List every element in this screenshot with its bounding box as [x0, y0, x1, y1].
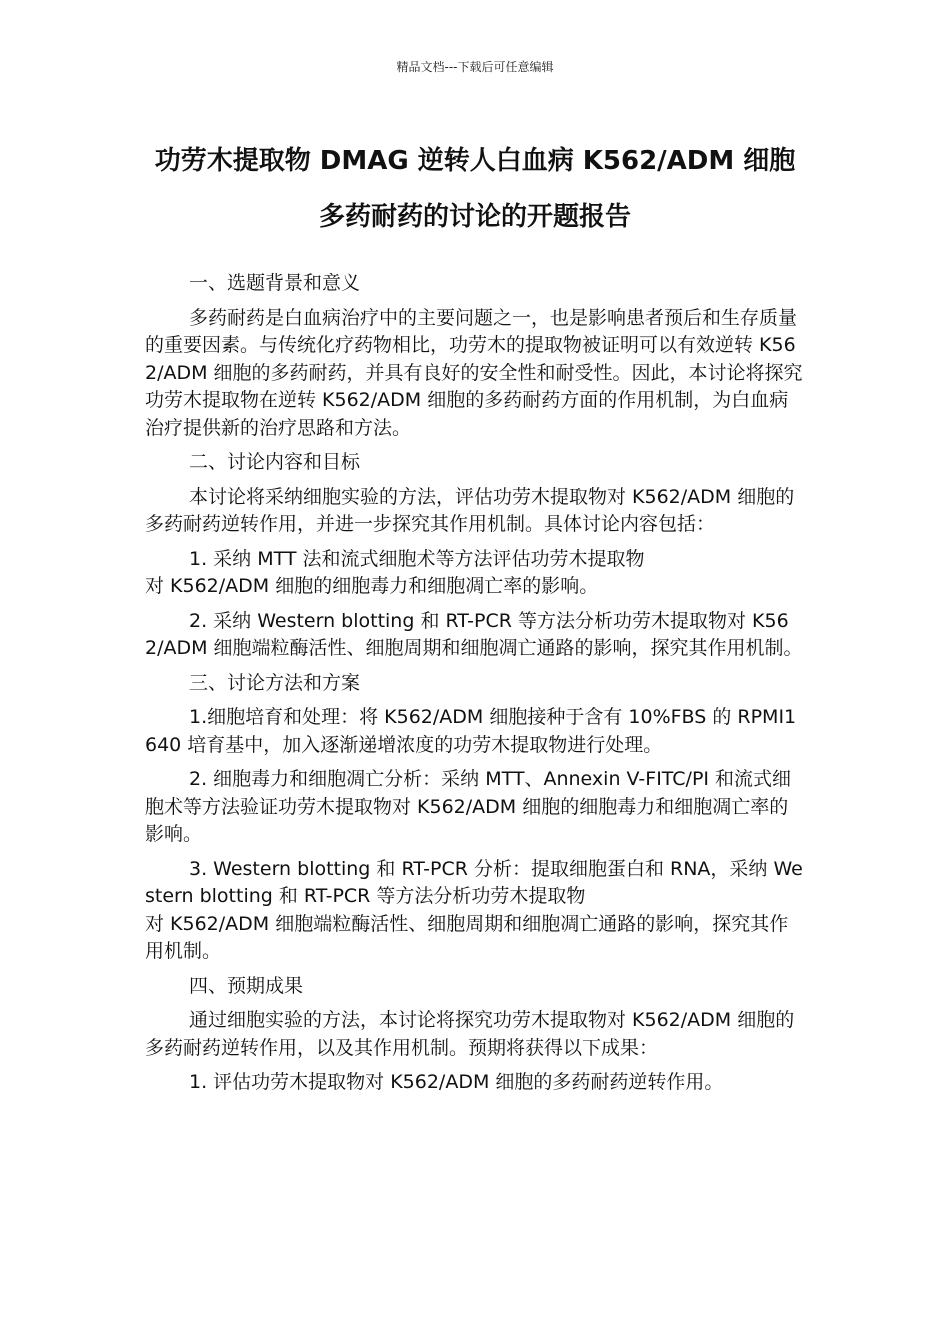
- list-item-content-1-line-1: 1. 采纳 MTT 法和流式细胞术等方法评估功劳木提取物: [189, 547, 645, 570]
- list-item-methods-3: [145, 856, 807, 966]
- list-item-content-1: [145, 546, 807, 601]
- list-item-methods-3-line-1: 3. Western blotting 和 RT-PCR 分析：提取细胞蛋白和 RNA，采纳 Western blotting 和 RT-PCR 等方法分析功劳木提取物: [145, 857, 803, 907]
- paragraph-outcomes-intro: 通过细胞实验的方法，本讨论将探究功劳木提取物对 K562/ADM 细胞的多药耐药逆转作用，以及其作用机制。预期将获得以下成果：: [145, 1009, 795, 1059]
- paragraph-content-intro: 本讨论将采纳细胞实验的方法，评估功劳木提取物对 K562/ADM 细胞的多药耐药逆转作用，并进一步探究其作用机制。具体讨论内容包括：: [145, 485, 795, 535]
- section-heading-outcomes: 四、预期成果: [189, 974, 304, 997]
- section-heading-background: 一、选题背景和意义: [189, 272, 361, 294]
- list-item-content-2: 2. 采纳 Western blotting 和 RT-PCR 等方法分析功劳木提取物对 K562/ADM 细胞端粒酶活性、细胞周期和细胞凋亡通路的影响，探究其作用机制。: [145, 609, 803, 659]
- list-item-methods-2: 2. 细胞毒力和细胞凋亡分析：采纳 MTT、Annexin V-FITC/PI 和流式细胞术等方法验证功劳木提取物对 K562/ADM 细胞的细胞毒力和细胞凋亡率的影响。: [145, 768, 792, 845]
- section-heading-content: 二、讨论内容和目标: [189, 451, 361, 473]
- paragraph-background: 多药耐药是白血病治疗中的主要问题之一，也是影响患者预后和生存质量的重要因素。与传统化疗药物相比，功劳木的提取物被证明可以有效逆转 K562/ADM 细胞的多药耐药，并具有良好的安全性和耐受性。因此，本讨论将探究功劳木提取物在逆转 K562/ADM 细胞的多药耐药方面的作用机制，为白血病治疗提供新的治疗思路和方法。: [145, 306, 803, 439]
- document-title-line-1: 功劳木提取物 DMAG 逆转人白血病 K562/ADM 细胞: [154, 146, 796, 176]
- section-heading-methods: 三、讨论方法和方案: [189, 671, 361, 694]
- list-item-methods-3-line-2: 对 K562/ADM 细胞端粒酶活性、细胞周期和细胞凋亡通路的影响，探究其作用机制。: [145, 912, 789, 962]
- list-item-outcomes-1: 1. 评估功劳木提取物对 K562/ADM 细胞的多药耐药逆转作用。: [189, 1071, 724, 1093]
- page-header: 精品文档---下载后可任意编辑: [396, 60, 554, 74]
- list-item-content-1-line-2: 对 K562/ADM 细胞的细胞毒力和细胞凋亡率的影响。: [145, 575, 599, 597]
- document-title-line-2: 多药耐药的讨论的开题报告: [318, 202, 631, 232]
- list-item-methods-1: 1.细胞培育和处理：将 K562/ADM 细胞接种于含有 10%FBS 的 RPMI1640 培育基中，加入逐渐递增浓度的功劳木提取物进行处理。: [145, 706, 797, 756]
- document-body: [145, 270, 807, 1104]
